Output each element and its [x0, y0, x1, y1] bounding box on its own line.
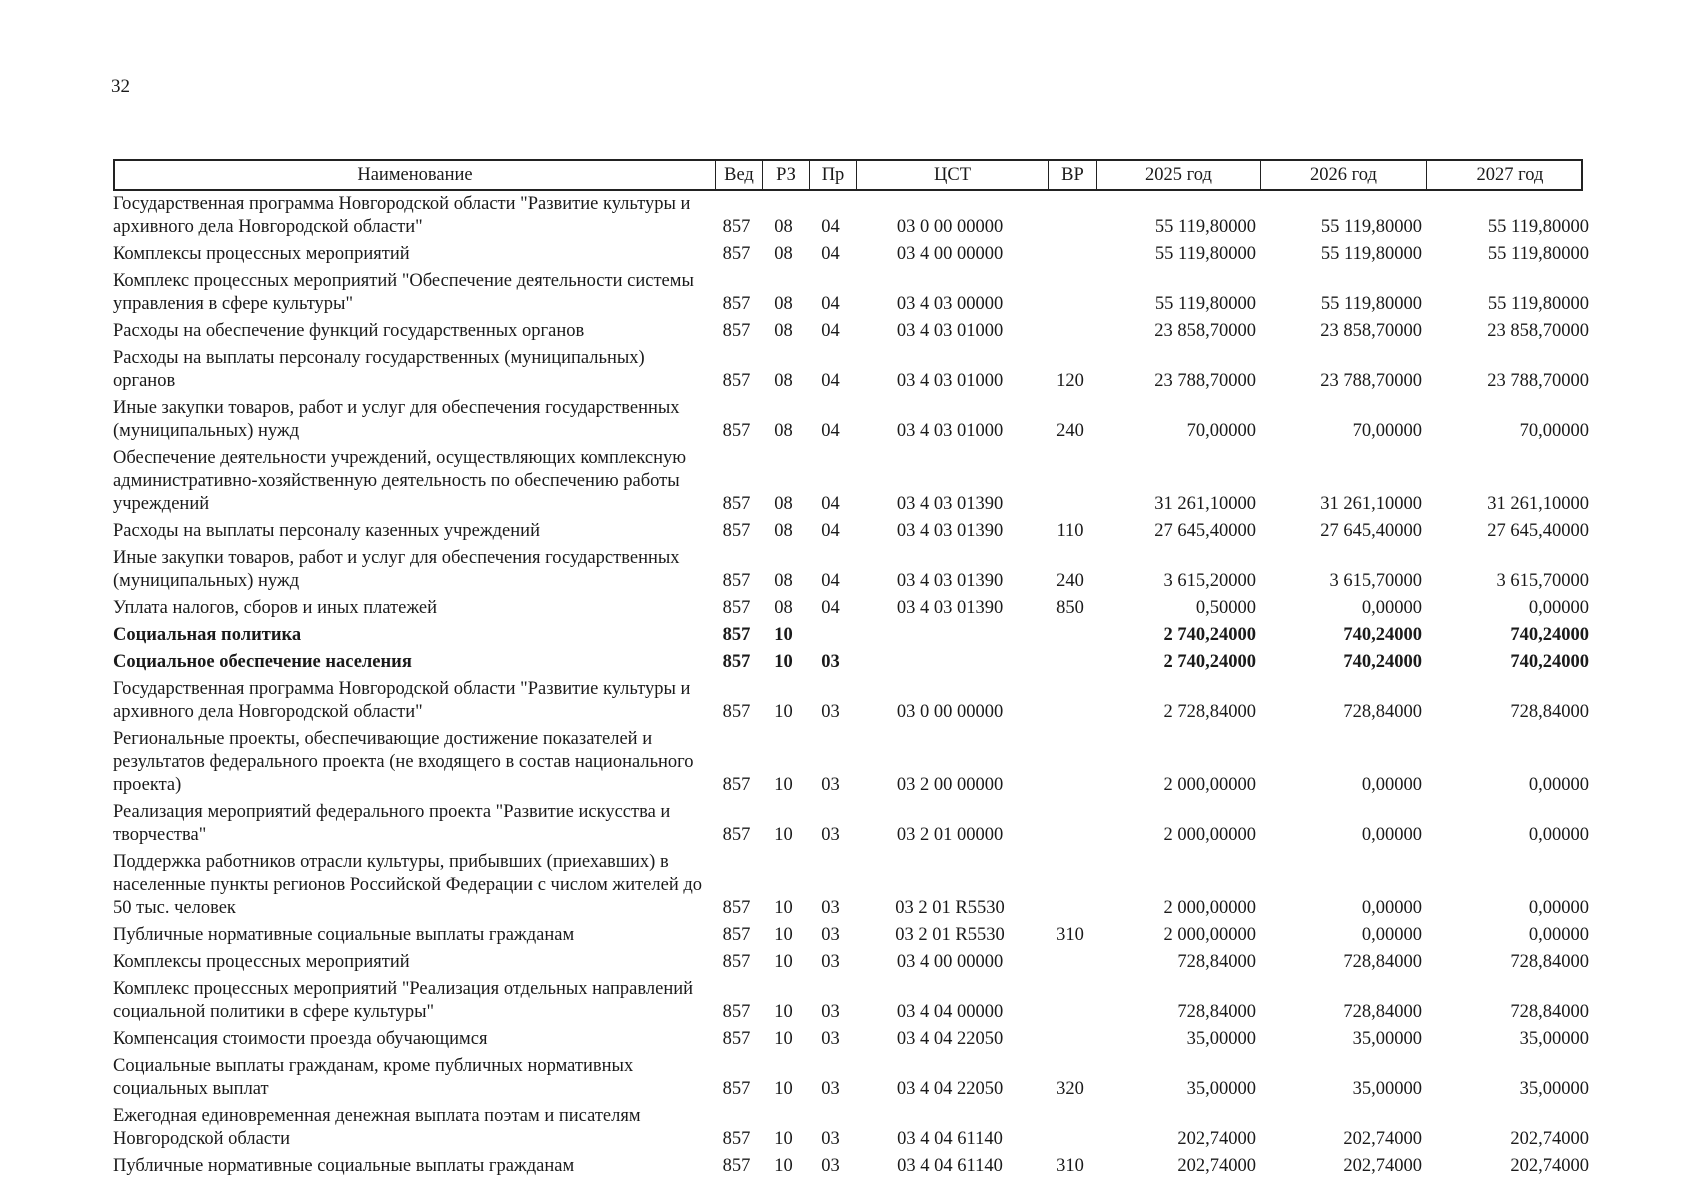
row-2025-cell: 35,00000 [1186, 1029, 1256, 1049]
row-pr-cell: 03 [821, 1156, 840, 1176]
row-2027-cell: 728,84000 [1510, 1002, 1589, 1022]
row-name-cell: Уплата налогов, сборов и иных платежей [113, 598, 438, 618]
row-2026-cell: 3 615,70000 [1329, 571, 1422, 591]
row-rz-cell: 08 [774, 598, 793, 618]
row-2026-cell: 728,84000 [1343, 702, 1422, 722]
row-2027-cell: 31 261,10000 [1487, 494, 1589, 514]
row-vr-cell: 120 [1056, 371, 1084, 391]
row-2027-cell: 23 858,70000 [1487, 321, 1589, 341]
row-2026-cell: 70,00000 [1352, 421, 1422, 441]
row-rz-cell: 10 [774, 1029, 793, 1049]
row-rz-cell: 08 [774, 521, 793, 541]
row-ved-cell: 857 [722, 625, 751, 645]
row-name-cell: Расходы на выплаты персоналу казенных учреждений [113, 521, 540, 541]
row-rz-cell: 10 [774, 1129, 793, 1149]
row-pr-cell: 03 [821, 1079, 840, 1099]
row-rz-cell: 10 [774, 702, 793, 722]
row-pr-cell: 03 [821, 1002, 840, 1022]
row-cst-cell: 03 2 01 00000 [896, 825, 1004, 845]
row-rz-cell: 10 [774, 1002, 793, 1022]
table-row [113, 924, 1589, 947]
row-pr-cell: 03 [821, 925, 840, 945]
row-2027-cell: 202,74000 [1510, 1129, 1589, 1149]
row-name-cell: Обеспечение деятельности учреждений, осуществляющих комплексную административно-хозяйственную деятельность по обеспечению работы учреждений [113, 448, 687, 514]
row-pr-cell: 03 [821, 775, 840, 795]
row-rz-cell: 08 [774, 321, 793, 341]
row-2026-cell: 728,84000 [1343, 952, 1422, 972]
row-name-cell: Государственная программа Новгородской области "Развитие культуры и архивного дела Новгородской области" [113, 679, 691, 722]
row-2027-cell: 35,00000 [1519, 1079, 1589, 1099]
row-pr-cell: 04 [821, 421, 840, 441]
row-ved-cell: 857 [722, 294, 751, 314]
row-cst-cell: 03 2 01 R5530 [895, 925, 1005, 945]
row-name-cell: Иные закупки товаров, работ и услуг для обеспечения государственных (муниципальных) нужд [113, 398, 680, 441]
table-row [113, 447, 1589, 516]
row-2025-cell: 2 000,00000 [1163, 925, 1256, 945]
row-2027-cell: 3 615,70000 [1496, 571, 1589, 591]
row-rz-cell: 08 [774, 217, 793, 237]
budget-table [113, 159, 1589, 1182]
row-cst-cell: 03 4 00 00000 [896, 952, 1004, 972]
row-name-cell: Комплексы процессных мероприятий [113, 952, 410, 972]
row-2027-cell: 27 645,40000 [1487, 521, 1589, 541]
row-rz-cell: 10 [774, 898, 793, 918]
row-rz-cell: 08 [774, 294, 793, 314]
row-name-cell: Компенсация стоимости проезда обучающимся [113, 1029, 488, 1049]
row-rz-cell: 10 [774, 1156, 793, 1176]
table-row [113, 978, 1589, 1024]
table-row [113, 1055, 1589, 1101]
row-pr-cell: 03 [821, 702, 840, 722]
row-vr-cell: 320 [1056, 1079, 1084, 1099]
row-cst-cell: 03 4 03 01000 [896, 321, 1004, 341]
row-rz-cell: 10 [774, 625, 793, 645]
row-2025-cell: 2 000,00000 [1163, 775, 1256, 795]
table-row [113, 597, 1589, 620]
row-rz-cell: 10 [774, 952, 793, 972]
row-2027-cell: 202,74000 [1510, 1156, 1589, 1176]
row-ved-cell: 857 [722, 217, 751, 237]
row-vr-cell: 310 [1056, 925, 1084, 945]
table-row [113, 520, 1589, 543]
row-name-cell: Комплексы процессных мероприятий [113, 244, 410, 264]
row-cst-cell: 03 4 03 01000 [896, 421, 1004, 441]
row-2025-cell: 35,00000 [1186, 1079, 1256, 1099]
row-ved-cell: 857 [722, 825, 751, 845]
row-2027-cell: 0,00000 [1528, 898, 1589, 918]
row-ved-cell: 857 [722, 952, 751, 972]
row-name-cell: Государственная программа Новгородской области "Развитие культуры и архивного дела Новгородской области" [113, 194, 691, 237]
row-name-cell: Социальные выплаты гражданам, кроме публичных нормативных социальных выплат [113, 1056, 634, 1099]
row-pr-cell: 03 [821, 1129, 840, 1149]
row-ved-cell: 857 [722, 244, 751, 264]
header-2026: 2026 год [1260, 161, 1426, 189]
row-2027-cell: 0,00000 [1528, 598, 1589, 618]
row-2027-cell: 0,00000 [1528, 775, 1589, 795]
row-name-cell: Расходы на выплаты персоналу государственных (муниципальных) органов [113, 348, 645, 391]
row-2025-cell: 55 119,80000 [1154, 217, 1256, 237]
table-row [113, 243, 1589, 266]
row-2026-cell: 27 645,40000 [1320, 521, 1422, 541]
table-row [113, 547, 1589, 593]
row-2026-cell: 202,74000 [1343, 1156, 1422, 1176]
row-pr-cell: 04 [821, 294, 840, 314]
row-ved-cell: 857 [722, 321, 751, 341]
row-cst-cell: 03 2 01 R5530 [895, 898, 1005, 918]
row-vr-cell: 310 [1056, 1156, 1084, 1176]
row-pr-cell: 04 [821, 598, 840, 618]
row-pr-cell: 03 [821, 825, 840, 845]
header-rz: РЗ [762, 161, 809, 189]
row-2026-cell: 55 119,80000 [1320, 217, 1422, 237]
row-ved-cell: 857 [722, 371, 751, 391]
row-pr-cell: 03 [821, 652, 840, 672]
row-ved-cell: 857 [722, 1129, 751, 1149]
page-number: 32 [111, 76, 130, 97]
table-row [113, 851, 1589, 920]
row-2026-cell: 23 788,70000 [1320, 371, 1422, 391]
row-cst-cell: 03 4 04 61140 [897, 1129, 1003, 1149]
row-2026-cell: 0,00000 [1361, 775, 1422, 795]
row-cst-cell: 03 4 04 22050 [896, 1029, 1004, 1049]
table-row [113, 320, 1589, 343]
row-2026-cell: 0,00000 [1361, 825, 1422, 845]
row-cst-cell: 03 4 03 01390 [896, 521, 1004, 541]
row-ved-cell: 857 [722, 421, 751, 441]
row-name-cell: Комплекс процессных мероприятий "Обеспечение деятельности системы управления в сфере культуры" [113, 271, 694, 314]
row-2025-cell: 23 788,70000 [1154, 371, 1256, 391]
row-2026-cell: 740,24000 [1343, 652, 1422, 672]
row-ved-cell: 857 [722, 1029, 751, 1049]
row-2027-cell: 740,24000 [1510, 625, 1589, 645]
row-vr-cell: 110 [1056, 521, 1084, 541]
row-cst-cell: 03 4 00 00000 [896, 244, 1004, 264]
table-row [113, 678, 1589, 724]
row-2026-cell: 23 858,70000 [1320, 321, 1422, 341]
table-row [113, 347, 1589, 393]
row-name-cell: Социальная политика [113, 625, 302, 645]
row-2027-cell: 55 119,80000 [1487, 294, 1589, 314]
table-row [113, 624, 1589, 647]
row-ved-cell: 857 [722, 652, 751, 672]
row-2026-cell: 0,00000 [1361, 925, 1422, 945]
row-name-cell: Региональные проекты, обеспечивающие достижение показателей и результатов федерального проекта (не входящего в состав национального проекта) [113, 729, 694, 795]
row-cst-cell: 03 4 03 01000 [896, 371, 1004, 391]
row-pr-cell: 03 [821, 1029, 840, 1049]
row-name-cell: Социальное обеспечение населения [113, 652, 412, 672]
row-rz-cell: 08 [774, 244, 793, 264]
row-2026-cell: 728,84000 [1343, 1002, 1422, 1022]
table-row [113, 951, 1589, 974]
row-2025-cell: 55 119,80000 [1154, 294, 1256, 314]
header-ved: Вед [715, 161, 762, 189]
row-rz-cell: 10 [774, 925, 793, 945]
row-rz-cell: 10 [774, 825, 793, 845]
row-2026-cell: 35,00000 [1352, 1079, 1422, 1099]
row-2025-cell: 202,74000 [1177, 1156, 1256, 1176]
row-2025-cell: 2 740,24000 [1163, 625, 1256, 645]
row-2026-cell: 55 119,80000 [1320, 294, 1422, 314]
row-cst-cell: 03 0 00 00000 [896, 217, 1004, 237]
row-2027-cell: 728,84000 [1510, 702, 1589, 722]
row-2025-cell: 728,84000 [1177, 952, 1256, 972]
header-name: Наименование [357, 165, 473, 185]
table-row [113, 651, 1589, 674]
row-pr-cell: 04 [821, 244, 840, 264]
row-cst-cell: 03 2 00 00000 [896, 775, 1004, 795]
table-row [113, 193, 1589, 239]
header-2027: 2027 год [1426, 161, 1593, 189]
row-ved-cell: 857 [722, 494, 751, 514]
table-row [113, 801, 1589, 847]
table-row [113, 1105, 1589, 1151]
row-pr-cell: 03 [821, 898, 840, 918]
row-pr-cell: 04 [821, 521, 840, 541]
header-2025: 2025 год [1096, 161, 1260, 189]
row-vr-cell: 850 [1056, 598, 1084, 618]
row-rz-cell: 08 [774, 494, 793, 514]
row-2025-cell: 31 261,10000 [1154, 494, 1256, 514]
row-ved-cell: 857 [722, 925, 751, 945]
header-pr: Пр [809, 161, 856, 189]
row-2025-cell: 728,84000 [1177, 1002, 1256, 1022]
row-name-cell: Публичные нормативные социальные выплаты гражданам [113, 925, 575, 945]
row-name-cell: Ежегодная единовременная денежная выплата поэтам и писателям Новгородской области [113, 1106, 641, 1149]
row-cst-cell: 03 4 03 00000 [896, 294, 1004, 314]
row-vr-cell: 240 [1056, 571, 1084, 591]
row-2025-cell: 55 119,80000 [1154, 244, 1256, 264]
row-ved-cell: 857 [722, 521, 751, 541]
row-2026-cell: 35,00000 [1352, 1029, 1422, 1049]
table-header [113, 159, 1583, 191]
row-name-cell: Публичные нормативные социальные выплаты гражданам [113, 1156, 575, 1176]
row-pr-cell: 04 [821, 371, 840, 391]
row-name-cell: Реализация мероприятий федерального проекта "Развитие искусства и творчества" [113, 802, 671, 845]
row-cst-cell: 03 0 00 00000 [896, 702, 1004, 722]
row-pr-cell: 03 [821, 952, 840, 972]
row-2025-cell: 27 645,40000 [1154, 521, 1256, 541]
row-2025-cell: 2 000,00000 [1163, 825, 1256, 845]
row-2026-cell: 0,00000 [1361, 598, 1422, 618]
row-rz-cell: 08 [774, 421, 793, 441]
row-2027-cell: 35,00000 [1519, 1029, 1589, 1049]
row-2027-cell: 728,84000 [1510, 952, 1589, 972]
row-ved-cell: 857 [722, 571, 751, 591]
row-2027-cell: 740,24000 [1510, 652, 1589, 672]
row-vr-cell: 240 [1056, 421, 1084, 441]
row-2025-cell: 3 615,20000 [1163, 571, 1256, 591]
row-name-cell: Поддержка работников отрасли культуры, прибывших (приехавших) в населенные пункты регионов Российской Федерации с числом жителей до 50 тыс. человек [113, 852, 703, 918]
table-row [113, 728, 1589, 797]
row-2026-cell: 55 119,80000 [1320, 244, 1422, 264]
row-2027-cell: 0,00000 [1528, 925, 1589, 945]
table-row [113, 1155, 1589, 1178]
row-pr-cell: 04 [821, 217, 840, 237]
row-ved-cell: 857 [722, 898, 751, 918]
row-rz-cell: 10 [774, 1079, 793, 1099]
row-2026-cell: 740,24000 [1343, 625, 1422, 645]
row-2025-cell: 0,50000 [1195, 598, 1256, 618]
row-2027-cell: 23 788,70000 [1487, 371, 1589, 391]
table-body [113, 193, 1589, 1178]
row-name-cell: Иные закупки товаров, работ и услуг для обеспечения государственных (муниципальных) нужд [113, 548, 680, 591]
row-name-cell: Комплекс процессных мероприятий "Реализация отдельных направлений социальной политики в сфере культуры" [113, 979, 694, 1022]
row-2026-cell: 0,00000 [1361, 898, 1422, 918]
header-vr: ВР [1048, 161, 1096, 189]
row-ved-cell: 857 [722, 1002, 751, 1022]
header-cst: ЦСТ [856, 161, 1048, 189]
row-2025-cell: 2 740,24000 [1163, 652, 1256, 672]
row-2025-cell: 202,74000 [1177, 1129, 1256, 1149]
table-row [113, 397, 1589, 443]
table-row [113, 1028, 1589, 1051]
row-rz-cell: 10 [774, 775, 793, 795]
row-name-cell: Расходы на обеспечение функций государственных органов [113, 321, 585, 341]
row-2026-cell: 202,74000 [1343, 1129, 1422, 1149]
row-cst-cell: 03 4 03 01390 [896, 494, 1004, 514]
row-2025-cell: 2 000,00000 [1163, 898, 1256, 918]
row-ved-cell: 857 [722, 775, 751, 795]
row-2025-cell: 23 858,70000 [1154, 321, 1256, 341]
row-cst-cell: 03 4 04 61140 [897, 1156, 1003, 1176]
row-ved-cell: 857 [722, 1156, 751, 1176]
row-pr-cell: 04 [821, 494, 840, 514]
row-2026-cell: 31 261,10000 [1320, 494, 1422, 514]
row-2027-cell: 55 119,80000 [1487, 217, 1589, 237]
row-ved-cell: 857 [722, 598, 751, 618]
row-cst-cell: 03 4 03 01390 [896, 598, 1004, 618]
row-cst-cell: 03 4 04 22050 [896, 1079, 1004, 1099]
row-2025-cell: 2 728,84000 [1163, 702, 1256, 722]
row-2027-cell: 55 119,80000 [1487, 244, 1589, 264]
row-rz-cell: 08 [774, 371, 793, 391]
row-cst-cell: 03 4 03 01390 [896, 571, 1004, 591]
row-2027-cell: 0,00000 [1528, 825, 1589, 845]
row-rz-cell: 08 [774, 571, 793, 591]
row-rz-cell: 10 [774, 652, 793, 672]
table-row [113, 270, 1589, 316]
row-pr-cell: 04 [821, 321, 840, 341]
row-pr-cell: 04 [821, 571, 840, 591]
row-ved-cell: 857 [722, 1079, 751, 1099]
row-cst-cell: 03 4 04 00000 [896, 1002, 1004, 1022]
row-ved-cell: 857 [722, 702, 751, 722]
row-2025-cell: 70,00000 [1186, 421, 1256, 441]
row-2027-cell: 70,00000 [1519, 421, 1589, 441]
